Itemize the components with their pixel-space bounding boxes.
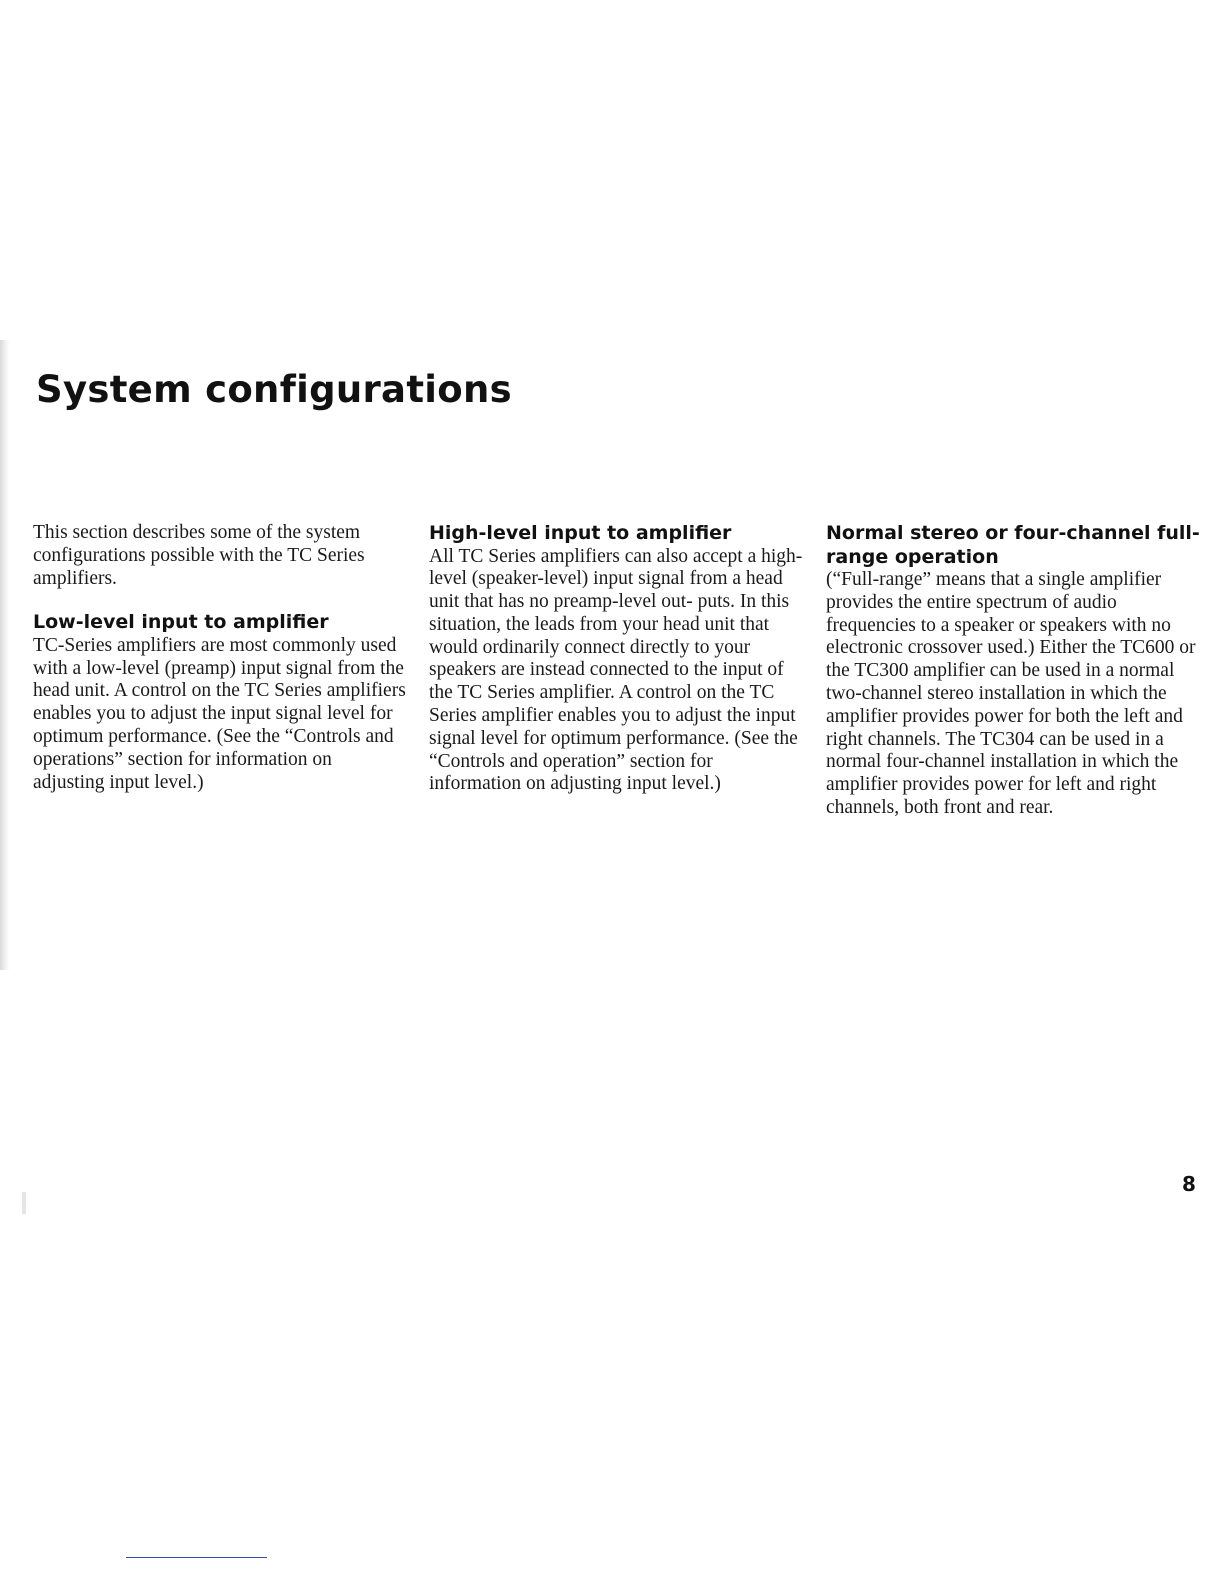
high-level-heading: High-level input to amplifier <box>429 522 732 544</box>
high-level-body: All TC Series amplifiers can also accept a high-level (speaker-level) input signal from a head unit that has no preamp-level out- puts. In this situation, the leads from your head unit that would ordinarily connect directly to your speakers are instead connected to the input of the TC Series amplifier. A control on the TC Series amplifier enables you to adjust the input signal level for optimum performance. (See the “Controls and operation” section for information on adjusting input level.) <box>429 545 803 795</box>
low-level-heading: Low-level input to amplifier <box>33 611 329 634</box>
column-right <box>826 522 1201 820</box>
low-level-body: TC-Series amplifiers are most commonly used with a low-level (preamp) input signal from the head unit. A control on the TC Series amplifiers enables you to adjust the input signal level for optimum performance. (See the “Controls and operations” section for information on adjusting input level.) <box>33 634 406 793</box>
intro-paragraph: This section describes some of the system configurations possible with the TC Series amplifiers. <box>33 522 365 589</box>
full-range-heading: Normal stereo or four-channel full-range operation <box>826 522 1200 568</box>
page-title: System configurations <box>36 368 512 411</box>
column-left <box>33 522 408 794</box>
column-middle <box>429 522 804 796</box>
full-range-body: (“Full-range” means that a single amplifier provides the entire spectrum of audio frequencies to a speaker or speakers with no electronic crossover used.) Either the TC600 or the TC300 amplifier can be used in a normal two-channel stereo installation in which the amplifier provides power for both the left and right channels. The TC304 can be used in a normal four-channel installation in which the amplifier provides power for left and right channels, both front and rear. <box>826 569 1196 818</box>
page-number: 8 <box>1182 1172 1196 1196</box>
page-edge-shadow <box>0 340 10 970</box>
footer-rule <box>126 1557 267 1558</box>
page-edge-mark <box>22 1192 26 1214</box>
